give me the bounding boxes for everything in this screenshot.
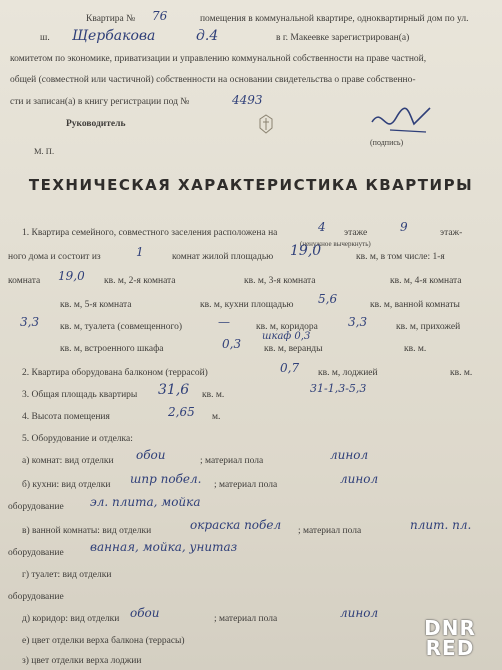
item-1-end: кв. м.	[404, 344, 427, 354]
total-area-value: 31,6	[158, 382, 190, 398]
header-line-2-prefix: ш.	[40, 33, 50, 43]
corridor-value: 3,3	[348, 315, 368, 329]
header-line-3: комитетом по экономике, приватизации и управлению коммунальной собственности на праве частной,	[10, 54, 427, 64]
stamp-place: М. П.	[34, 146, 55, 156]
item-1-hallway: кв. м, прихожей	[396, 322, 461, 332]
item-1-room2: кв. м, 2-я комната	[104, 276, 176, 286]
floors-total-value: 9	[400, 220, 408, 234]
item-3: 3. Общая площадь квартиры	[22, 390, 138, 400]
header-line-2-tail: в г. Макеевке зарегистрирован(а)	[276, 33, 410, 43]
item-5a-floor: ; материал пола	[200, 456, 264, 466]
header-line-4: общей (совместной или частичной) собственности на основании свидетельства о праве собственно-	[10, 75, 416, 85]
item-1-living-label: комнат жилой площадью	[172, 252, 274, 262]
building-number: д.4	[196, 28, 219, 44]
item-5c-equip-label: оборудование	[8, 548, 64, 558]
item-1-toilet: кв. м, туалета (совмещенного)	[60, 322, 183, 332]
strike-hint: (ненужное вычеркнуть)	[300, 240, 371, 248]
item-5b-equip-label: оборудование	[8, 502, 64, 512]
head-label: Руководитель	[66, 119, 126, 129]
section-heading: ТЕХНИЧЕСКАЯ ХАРАКТЕРИСТИКА КВАРТИРЫ	[28, 176, 474, 194]
item-1-floor-word: этаже	[344, 228, 368, 238]
item-1-cupboard: кв. м, встроенного шкафа	[60, 344, 164, 354]
signature-caption: (подпись)	[370, 138, 404, 147]
item-3-end: кв. м.	[202, 390, 225, 400]
total-area-note: 31-1,3-5,3	[310, 382, 367, 395]
watermark-logo	[404, 618, 496, 658]
item-1-line-b: ного дома и состоит из	[8, 252, 101, 262]
item-1-veranda: кв. м, веранды	[264, 344, 323, 354]
item-5b: б) кухни: вид отделки	[22, 480, 111, 490]
bath-finish-value: окраска побел	[190, 518, 282, 532]
kitchen-floor-value: линол	[340, 472, 379, 486]
bathroom-value: 3,3	[20, 315, 40, 329]
item-1-including: кв. м, в том числе: 1-я	[356, 252, 445, 262]
header-line-5: сти и записан(а) в книгу регистрации под №	[10, 97, 190, 107]
item-1-kitchen: кв. м, кухни площадью	[200, 300, 294, 310]
rooms-value: 1	[136, 245, 144, 259]
item-1-corridor: кв. м, коридора	[256, 322, 318, 332]
item-2-end: кв. м.	[450, 368, 473, 378]
kitchen-finish-value: шпр побел.	[130, 472, 202, 486]
bath-floor-value: плит. пл.	[410, 518, 472, 532]
corridor-finish-value: обои	[130, 606, 160, 620]
item-1-floor-end: этаж-	[440, 228, 463, 238]
item-1-room3: кв. м, 3-я комната	[244, 276, 316, 286]
floor-value: 4	[318, 220, 326, 234]
watermark-line-2: RED	[425, 636, 475, 660]
balcony-value: 0,7	[280, 361, 300, 375]
item-2-loggia: кв. м, лоджией	[318, 368, 378, 378]
item-1-room-label: комната	[8, 276, 41, 286]
kitchen-equip-value: эл. плита, мойка	[90, 495, 201, 509]
height-value: 2,65	[168, 405, 195, 419]
item-4-end: м.	[212, 412, 221, 422]
item-5a: а) комнат: вид отделки	[22, 456, 114, 466]
item-5e: д) коридор: вид отделки	[22, 614, 120, 624]
item-5: 5. Оборудование и отделка:	[22, 434, 133, 444]
registry-number: 4493	[232, 93, 263, 107]
bath-equip-value: ванная, мойка, унитаз	[90, 540, 238, 554]
street-name: Щербакова	[72, 28, 156, 44]
room-finish-value: обои	[136, 448, 166, 462]
signature-mark	[368, 102, 438, 142]
emblem-mark	[258, 114, 274, 134]
toilet-value: —	[218, 315, 230, 329]
item-5f-loggia-color: з) цвет отделки верха лоджии	[22, 656, 142, 666]
header-line-1	[86, 14, 468, 25]
item-5b-floor: ; материал пола	[214, 480, 278, 490]
kitchen-value: 5,6	[318, 292, 338, 306]
corridor-floor-value: линол	[340, 606, 379, 620]
item-5d: г) туалет: вид отделки	[22, 570, 112, 580]
cupboard-value: 0,3	[222, 337, 242, 351]
item-1-bathroom: кв. м, ванной комнаты	[370, 300, 460, 310]
item-2: 2. Квартира оборудована балконом (террасой)	[22, 368, 208, 378]
apartment-label: Квартира №	[86, 14, 136, 24]
item-5c: в) ванной комнаты: вид отделки	[22, 526, 152, 536]
premises-text: помещения в коммунальной квартире, одноквартирный дом по ул.	[199, 14, 469, 24]
item-5e-balcony-color: е) цвет отделки верха балкона (террасы)	[22, 636, 185, 646]
item-5c-floor: ; материал пола	[298, 526, 362, 536]
cupboard-note: шкаф 0,3	[262, 331, 311, 342]
living-area-value: 19,0	[290, 243, 322, 259]
item-1-room5: кв. м, 5-я комната	[60, 300, 132, 310]
item-4: 4. Высота помещения	[22, 412, 110, 422]
item-1-line-a: 1. Квартира семейного, совместного заселения расположена на	[22, 228, 278, 238]
apartment-number: 76	[152, 9, 168, 23]
room-floor-value: линол	[330, 448, 369, 462]
watermark-line-1: DNR	[424, 616, 476, 640]
item-1-room4: кв. м, 4-я комната	[390, 276, 462, 286]
item-5d-equip-label: оборудование	[8, 592, 64, 602]
room1-value: 19,0	[58, 269, 85, 283]
item-5e-floor: ; материал пола	[214, 614, 278, 624]
